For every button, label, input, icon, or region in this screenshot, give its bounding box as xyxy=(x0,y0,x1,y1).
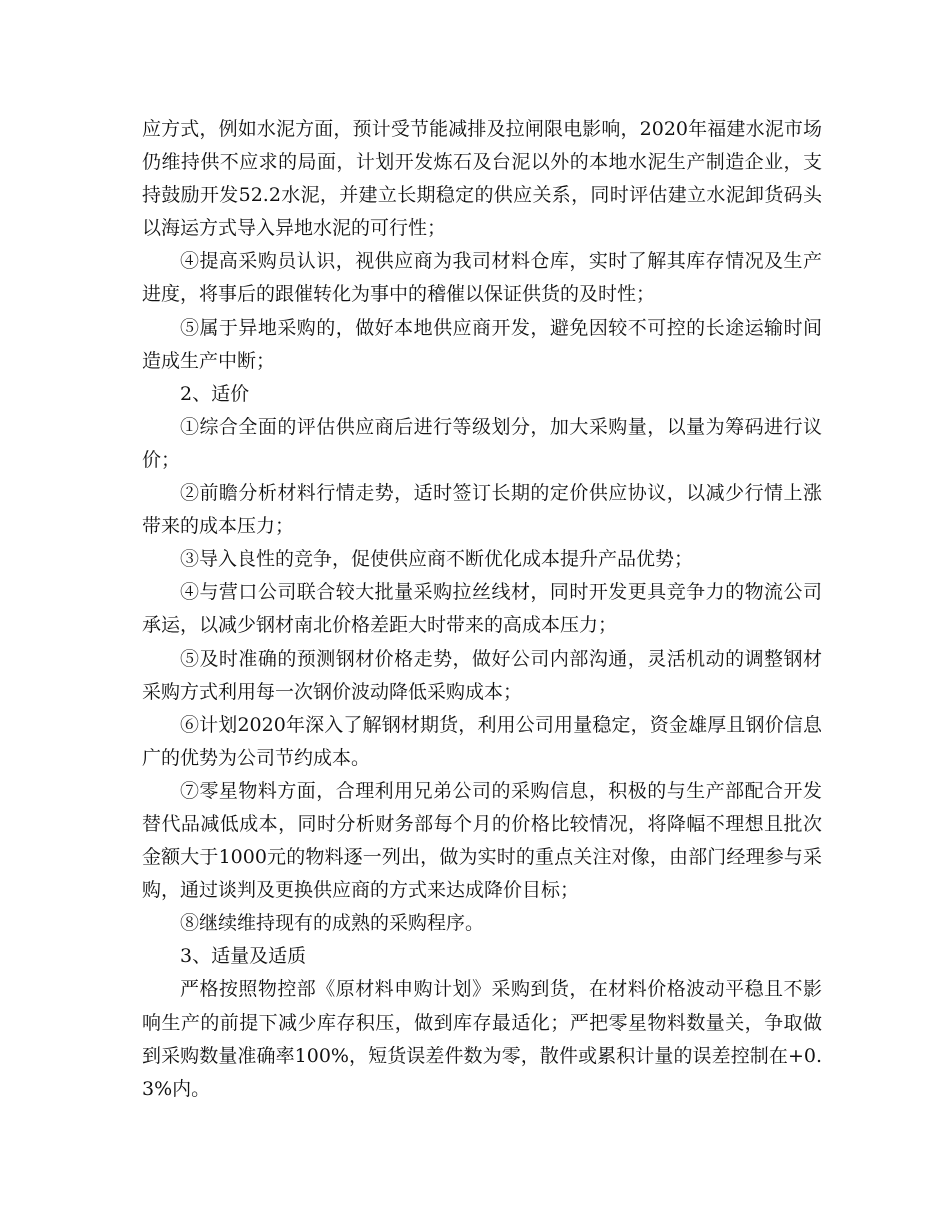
paragraph-item-4-buyer-awareness: ④提高采购员认识，视供应商为我司材料仓库，实时了解其库存情况及生产进度，将事后的跟催转化为事中的稽催以保证供货的及时性； xyxy=(142,250,822,306)
paragraph-price-item-3: ③导入良性的竞争，促使供应商不断优化成本提升产品优势； xyxy=(180,548,694,571)
paragraph-quantity-quality: 严格按照物控部《原材料申购计划》采购到货，在材料价格波动平稳且不影响生产的前提下减少库存积压，做到库存最适化；严把零星物料数量关，争取做到采购数量准确率100%，短货误差件数为零，散件或累积计量的误差控制在+0.3%内。 xyxy=(142,978,822,1100)
section-heading-quantity-quality: 3、适量及适质 xyxy=(180,945,307,968)
document-body xyxy=(142,113,822,1106)
paragraph-price-item-2: ②前瞻分析材料行情走势，适时签订长期的定价供应协议，以减少行情上涨带来的成本压力； xyxy=(142,482,822,538)
paragraph-price-item-1: ①综合全面的评估供应商后进行等级划分，加大采购量，以量为筹码进行议价； xyxy=(142,415,822,471)
paragraph-cement-supply: 应方式，例如水泥方面，预计受节能减排及拉闸限电影响，2020年福建水泥市场仍维持供不应求的局面，计划开发炼石及台泥以外的本地水泥生产制造企业，支持鼓励开发52.2水泥，并建立长期稳定的供应关系，同时评估建立水泥卸货码头以海运方式导入异地水泥的可行性； xyxy=(142,118,822,240)
paragraph-price-item-8: ⑧继续维持现有的成熟的采购程序。 xyxy=(180,912,485,935)
paragraph-price-item-6: ⑥计划2020年深入了解钢材期货，利用公司用量稳定，资金雄厚且钢价信息广的优势为公司节约成本。 xyxy=(142,713,822,769)
paragraph-item-5-local-suppliers: ⑤属于异地采购的，做好本地供应商开发，避免因较不可控的长途运输时间造成生产中断； xyxy=(142,316,822,372)
paragraph-price-item-7: ⑦零星物料方面，合理利用兄弟公司的采购信息，积极的与生产部配合开发替代品减低成本，同时分析财务部每个月的价格比较情况，将降幅不理想且批次金额大于1000元的物料逐一列出，做为实时的重点关注对像，由部门经理参与采购，通过谈判及更换供应商的方式来达成降价目标； xyxy=(142,779,822,902)
paragraph-price-item-5: ⑤及时准确的预测钢材价格走势，做好公司内部沟通，灵活机动的调整钢材采购方式利用每一次钢价波动降低采购成本； xyxy=(142,647,822,703)
paragraph-price-item-4: ④与营口公司联合较大批量采购拉丝线材，同时开发更具竞争力的物流公司承运，以减少钢材南北价格差距大时带来的高成本压力； xyxy=(142,581,822,637)
section-heading-reasonable-price: 2、适价 xyxy=(180,382,250,405)
